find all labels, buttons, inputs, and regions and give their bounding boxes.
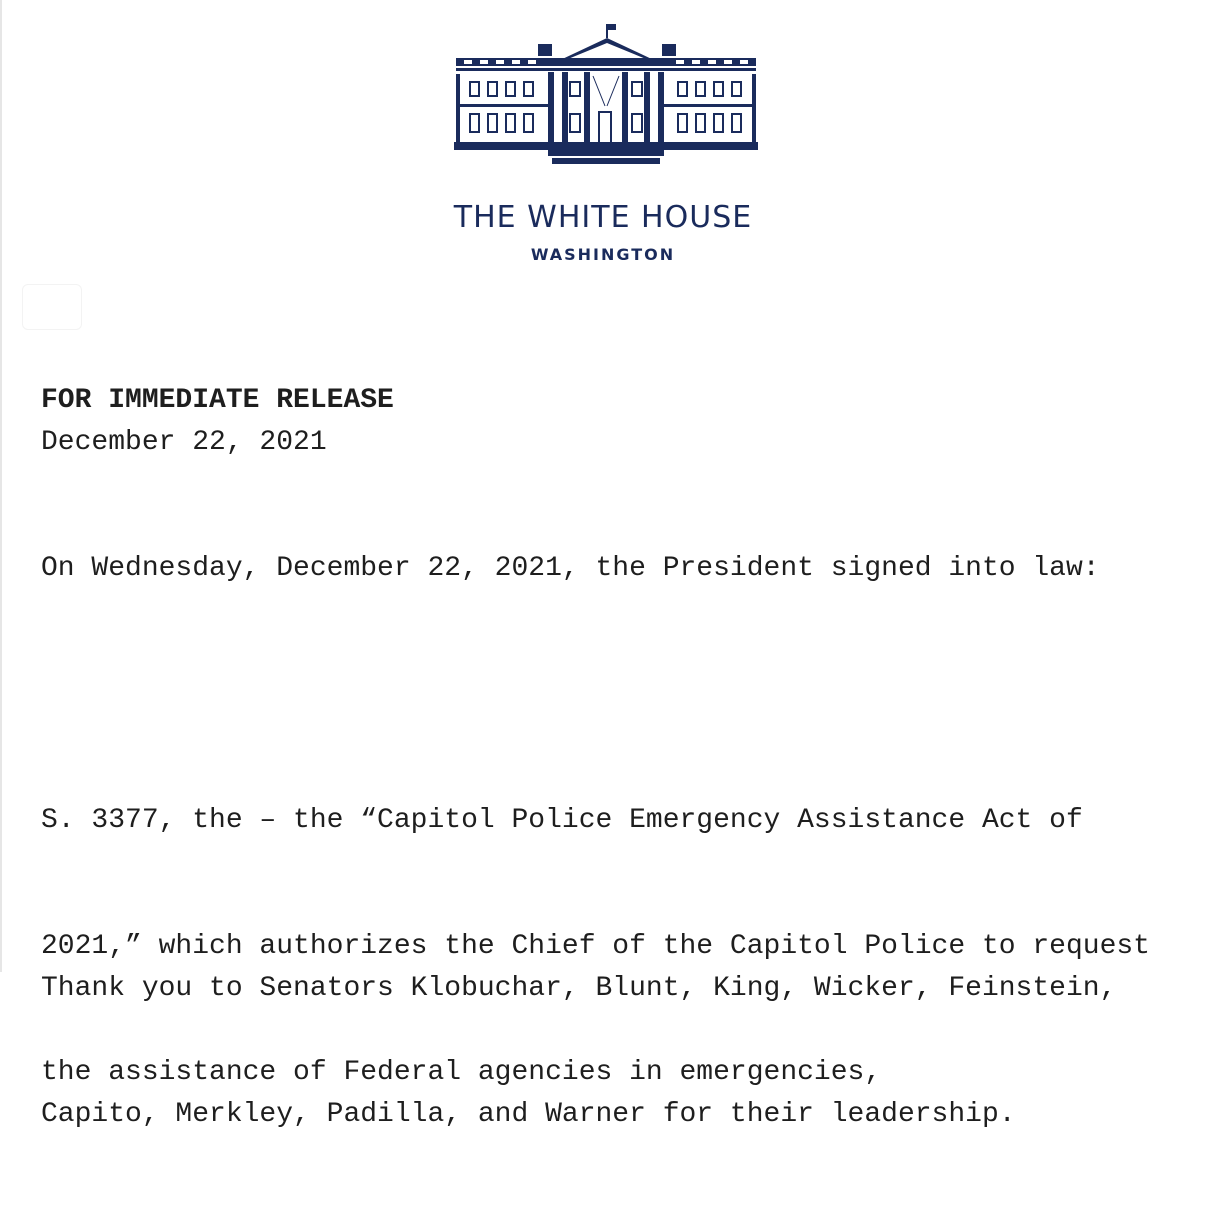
release-label: FOR IMMEDIATE RELEASE: [41, 385, 394, 416]
organization-city: WASHINGTON: [530, 245, 676, 264]
intro-paragraph: On Wednesday, December 22, 2021, the President signed into law:: [41, 553, 1100, 584]
faint-placeholder-box: [22, 284, 82, 330]
bill-line: 2021,” which authorizes the Chief of the Capitol Police to request: [41, 931, 1150, 962]
page-left-edge: [0, 0, 2, 972]
bill-line: the assistance of Federal agencies in emergencies,: [41, 1057, 882, 1088]
organization-name: THE WHITE HOUSE: [453, 200, 753, 235]
release-date: December 22, 2021: [41, 427, 327, 458]
thanks-paragraph: [41, 884, 1116, 1220]
thanks-line: Thank you to Senators Klobuchar, Blunt, King, Wicker, Feinstein,: [41, 973, 1117, 1004]
thanks-line: Capito, Merkley, Padilla, and Warner for their leadership.: [41, 1099, 1016, 1130]
white-house-building-icon: [452, 22, 760, 168]
bill-line: S. 3377, the – the “Capitol Police Emergency Assistance Act of: [41, 805, 1083, 836]
